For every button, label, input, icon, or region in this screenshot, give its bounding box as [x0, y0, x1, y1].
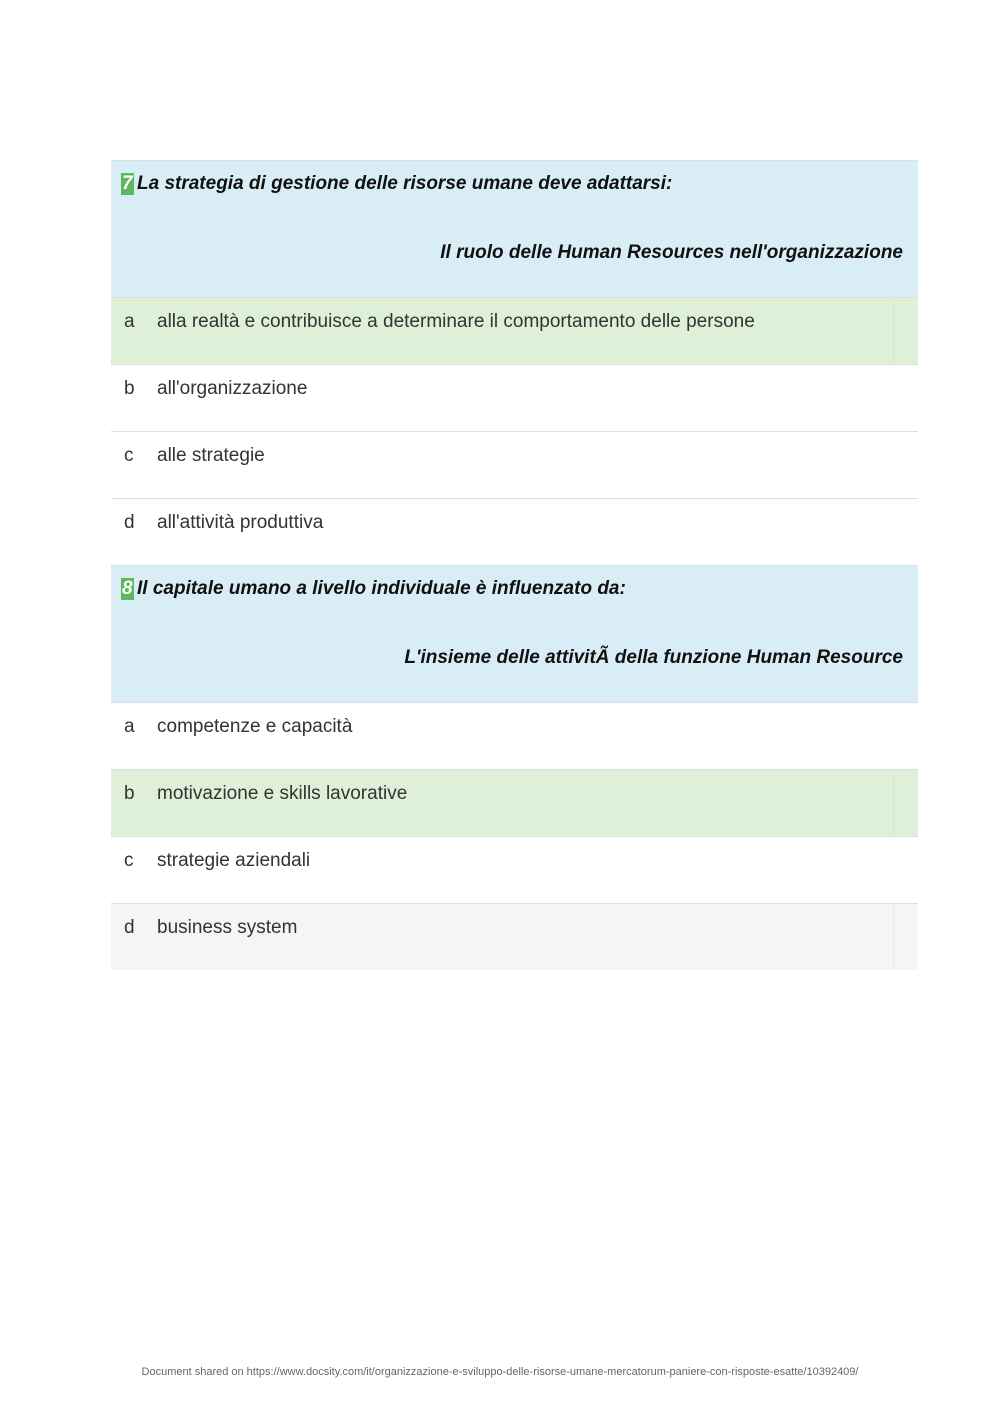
option-letter: d [124, 512, 135, 533]
option-text: motivazione e skills lavorative [157, 783, 408, 804]
question-topic: L'insieme delle attivitÃ della funzione Human Resource [404, 647, 903, 668]
option-letter: d [124, 917, 135, 938]
option-text: alla realtà e contribuisce a determinare il comportamento delle persone [157, 311, 755, 332]
answer-option-8a [111, 702, 918, 769]
answer-option-8d [111, 903, 918, 970]
answer-option-7b [111, 364, 918, 431]
option-text: competenze e capacità [157, 716, 353, 737]
option-text: strategie aziendali [157, 850, 311, 871]
option-text: business system [157, 917, 298, 938]
answer-option-7a [111, 297, 918, 364]
question-header-8 [111, 565, 918, 702]
row-edge [893, 904, 918, 970]
option-letter: a [124, 716, 135, 737]
option-letter: c [124, 445, 134, 466]
question-text: Il capitale umano a livello individuale è influenzato da: [137, 578, 626, 599]
row-edge [893, 298, 918, 364]
answer-option-8b [111, 769, 918, 836]
question-topic: Il ruolo delle Human Resources nell'organizzazione [440, 242, 903, 263]
question-number: 7 [122, 173, 133, 194]
option-letter: c [124, 850, 134, 871]
question-text: La strategia di gestione delle risorse umane deve adattarsi: [137, 173, 673, 194]
answer-option-7c [111, 431, 918, 498]
option-letter: a [124, 311, 135, 332]
option-letter: b [124, 783, 135, 804]
answer-option-7d [111, 498, 918, 565]
row-edge [893, 770, 918, 836]
question-number: 8 [122, 578, 133, 599]
question-header-7 [111, 160, 918, 297]
option-text: all'attività produttiva [157, 512, 324, 533]
option-text: alle strategie [157, 445, 265, 466]
answer-option-8c [111, 836, 918, 903]
option-text: all'organizzazione [157, 378, 308, 399]
quiz-table [111, 160, 918, 970]
document-footer: Document shared on https://www.docsity.com/it/organizzazione-e-sviluppo-delle-risorse-umane-mercatorum-paniere-con-risposte-esatte/10392409/ [141, 1366, 859, 1378]
option-letter: b [124, 378, 135, 399]
